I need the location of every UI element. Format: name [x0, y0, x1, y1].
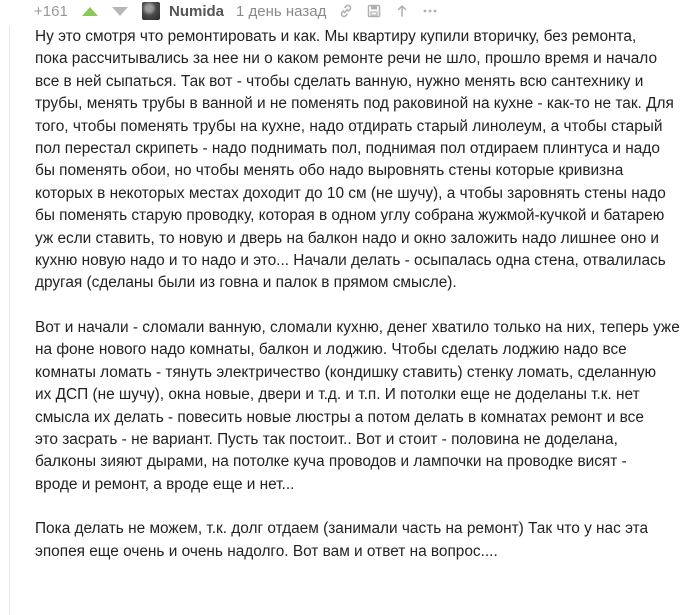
comment-header [0, 0, 700, 22]
comment-body [35, 26, 697, 563]
comment-paragraph: Ну это смотря что ремонтировать и как. Мы квартиру купили вторичку, без ремонта, пока рассчитывались за нее ни о каком ремонте речи не шло, прошло время и начало все в ней сыпаться. Так вот - чтобы сделать ванную, нужно менять всю сантехнику и трубы, менять трубы в ванной и не поменять под раковиной на кухне - как-то не так. Для того, чтобы поменять трубы на кухне, надо отдирать старый линолеум, а чтобы старый пол перестал скрипеть - надо поднимать пол, поднимая пол отдираем плинтуса и надо бы поменять обои, но чтобы менять обо надо выровнять стены которые кривизна которых в некоторых местах доходит до 10 см (не шучу), а чтобы заровнять стены надо бы поменять старую проводку, которая в одном углу собрана жужмой-кучкой и батарею уж если ставить, то новую и дверь на балкон надо и окно заложить надо лишнее оно и кухню новую надо и то надо и это... Начали делать - осыпалась одна стена, отвалилась другая (сделаны были из говна и палок в прямом смысле). [35, 28, 674, 292]
vote-up-icon[interactable] [82, 7, 98, 16]
arrow-up-icon[interactable] [394, 3, 410, 19]
vote-down-icon[interactable] [112, 7, 128, 16]
comment-paragraph: Вот и начали - сломали ванную, сломали кухню, денег хватило только на них, теперь уже на фоне нового надо комнаты, балкон и лоджию. Чтобы сделать лоджию надо все комнаты ломать - тянуть электричество (кондишку ставить) стенку ломать, сделанную их ДСП (не шучу), окна новые, двери и т.д. и т.п. И потолки еще не доделаны т.к. нет смысла их делать - повесить новые люстры а потом делать в комнатах ремонт и все это засрать - не вариант. Пусть так постоит.. Вот и стоит - половина не доделана, балконы зияют дырами, на потолке куча проводов и лампочки на проводке висят - вроде и ремонт, а вроде еще и нет... [35, 318, 680, 493]
comment-author[interactable]: Numida [169, 2, 225, 20]
comment-time[interactable]: 1 день назад [236, 2, 327, 20]
save-icon[interactable] [366, 3, 382, 19]
avatar[interactable] [142, 2, 160, 20]
thread-line [9, 26, 10, 615]
more-icon[interactable] [422, 3, 438, 19]
comment-rating: +161 [34, 2, 68, 20]
link-icon[interactable] [338, 3, 354, 19]
comment-paragraph: Пока делать не можем, т.к. долг отдаем (занимали часть на ремонт) Так что у нас эта эпопея еще очень и очень надолго. Вот вам и ответ на вопрос.... [35, 520, 649, 560]
